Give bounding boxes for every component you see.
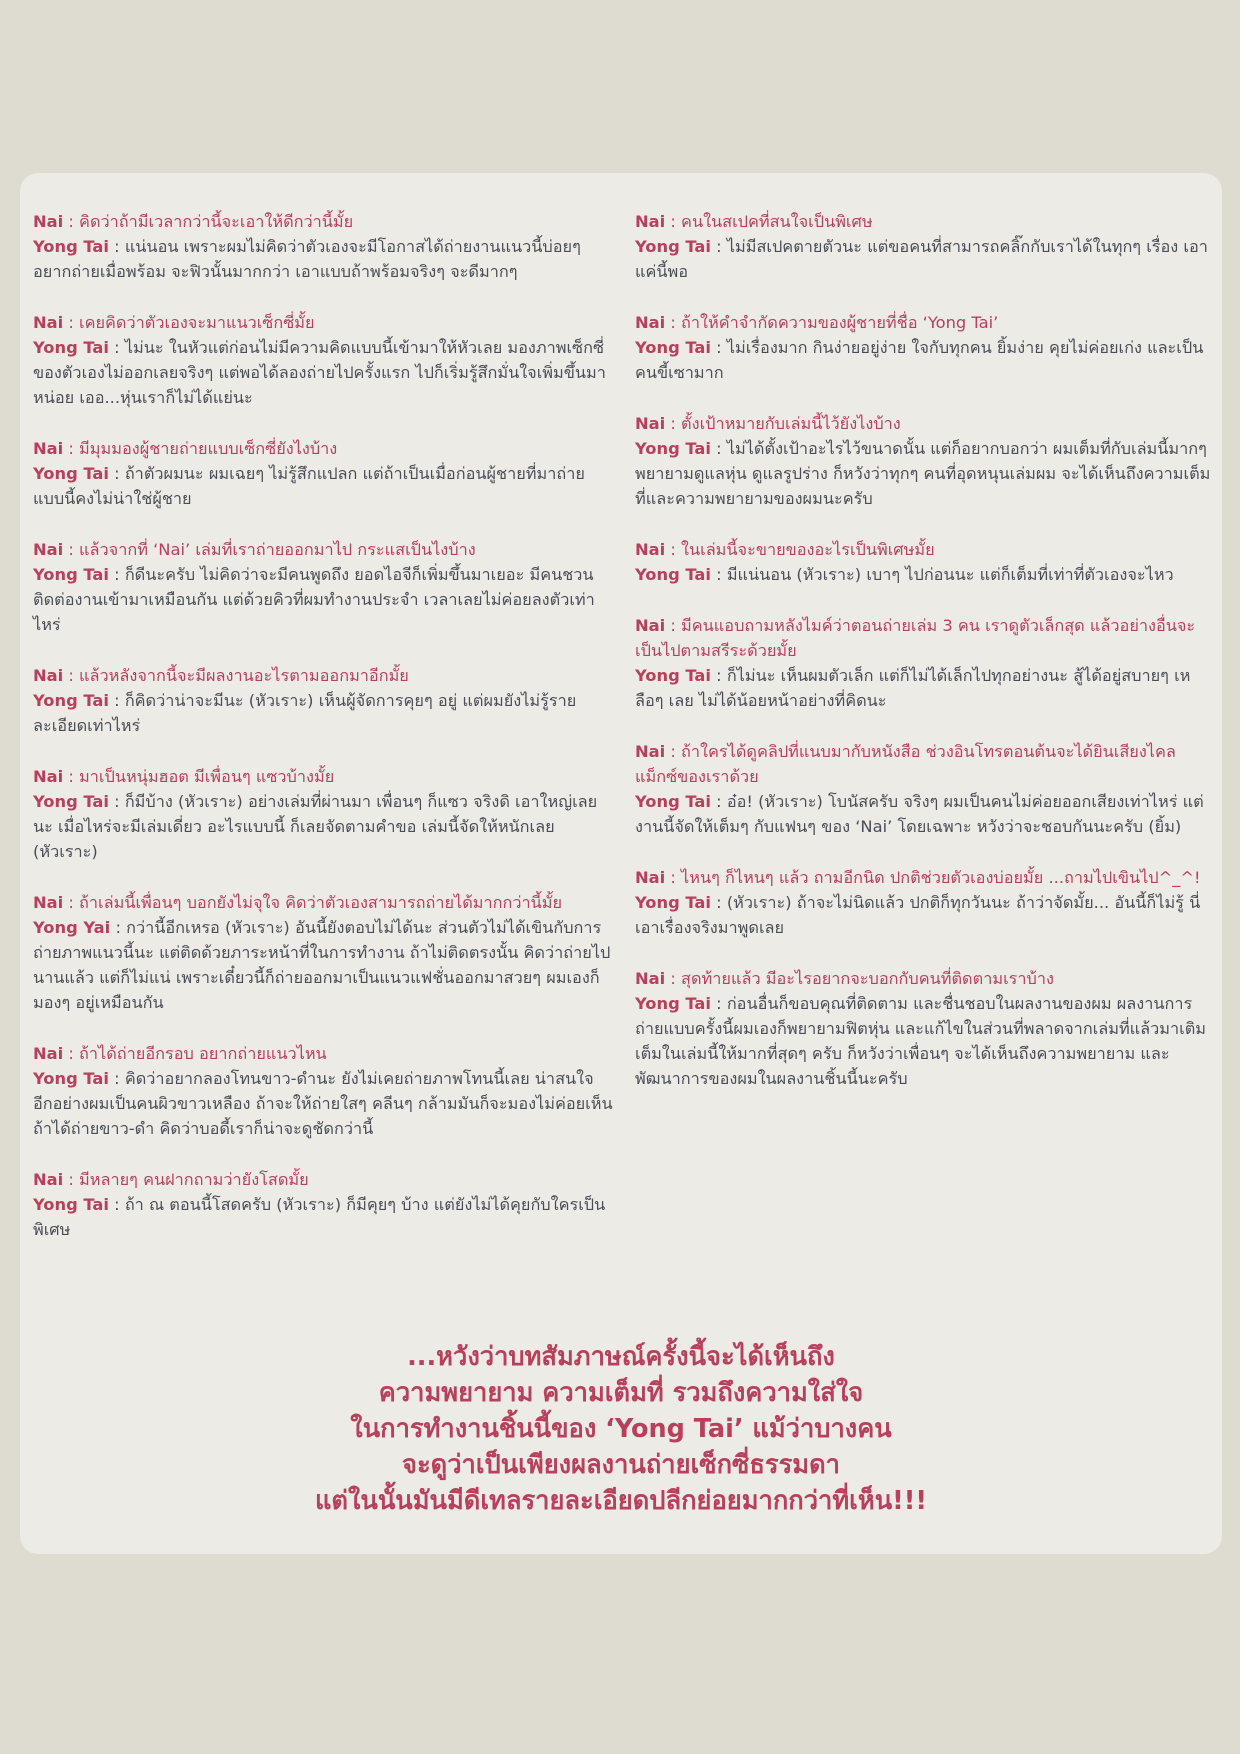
qa-item — [635, 537, 1213, 587]
question-text: คนในสเปคที่สนใจเป็นพิเศษ — [681, 212, 873, 231]
question-text: ตั้งเป้าหมายกับเล่มนี้ไว้ยังไงบ้าง — [681, 414, 901, 433]
answer-text: ก็ไม่นะ เห็นผมตัวเล็ก แต่ก็ไม่ได้เล็กไปทุกอย่างนะ สู้ได้อยู่สบายๆ เหลือๆ เลย ไม่ได้น้อยหน้าอย่างที่คิดนะ — [635, 666, 1191, 710]
question-speaker: Nai — [635, 969, 666, 988]
closing-line: ในการทำงานชิ้นนี้ของ ‘Yong Tai’ แม้ว่าบางคน — [350, 1414, 892, 1444]
answer-text: ก่อนอื่นก็ขอบคุณที่ติดตาม และชื่นชอบในผลงานของผม ผลงานการถ่ายแบบครั้งนี้ผมเองก็พยายามฟิตหุ่น และแก้ไขในส่วนที่พลาดจากเล่มที่แล้วมาเติมเต็มในเล่มนี้ให้มากที่สุดๆ ครับ ก็หวังว่าเพื่อนๆ จะได้เห็นถึงความพยายาม และพัฒนาการของผมในผลงานชิ้นนี้นะครับ — [635, 994, 1207, 1088]
answer-speaker: Yong Tai — [33, 792, 109, 811]
question: Nai : คนในสเปคที่สนใจเป็นพิเศษ — [635, 212, 873, 231]
question-text: เคยคิดว่าตัวเองจะมาแนวเซ็กซี่มั้ย — [79, 313, 315, 332]
answer-speaker: Yong Tai — [635, 994, 711, 1013]
answer: Yong Tai : (หัวเราะ) ถ้าจะไม่นิดแล้ว ปกติก็ทุกวันนะ ถ้าว่าจัดมั้ย... อันนี้ก็ไม่รู้ นี่เอาเรื่องจริงมาพูดเลย — [635, 893, 1201, 937]
closing-line: ...หวังว่าบทสัมภาษณ์ครั้งนี้จะได้เห็นถึง — [407, 1342, 835, 1372]
answer-text: แน่นอน เพราะผมไม่คิดว่าตัวเองจะมีโอกาสได้ถ่ายงานแนวนี้บ่อยๆ อยากถ่ายเมื่อพร้อม จะฟิวนั้นมากกว่า เอาแบบถ้าพร้อมจริงๆ จะดีมากๆ — [33, 237, 581, 281]
answer: Yong Tai : ก็คิดว่าน่าจะมีนะ (หัวเราะ) เห็นผู้จัดการคุยๆ อยู่ แต่ผมยังไม่รู้รายละเอียดเท่าไหร่ — [33, 691, 577, 735]
question-text: มีหลายๆ คนฝากถามว่ายังโสดมั้ย — [79, 1170, 309, 1189]
answer: Yong Tai : ถ้าตัวผมนะ ผมเฉยๆ ไม่รู้สึกแปลก แต่ถ้าเป็นเมื่อก่อนผู้ชายที่มาถ่ายแบบนี้คงไม่น่าใช่ผู้ชาย — [33, 464, 585, 508]
answer: Yong Tai : แน่นอน เพราะผมไม่คิดว่าตัวเองจะมีโอกาสได้ถ่ายงานแนวนี้บ่อยๆ อยากถ่ายเมื่อพร้อม จะฟิวนั้นมากกว่า เอาแบบถ้าพร้อมจริงๆ จะดีมากๆ — [33, 237, 581, 281]
answer-text: (หัวเราะ) ถ้าจะไม่นิดแล้ว ปกติก็ทุกวันนะ ถ้าว่าจัดมั้ย... อันนี้ก็ไม่รู้ นี่เอาเรื่องจริงมาพูดเลย — [635, 893, 1201, 937]
question-speaker: Nai — [33, 666, 64, 685]
answer-speaker: Yong Tai — [635, 666, 711, 685]
answer-speaker: Yong Tai — [635, 893, 711, 912]
qa-item — [635, 613, 1213, 713]
answer-text: คิดว่าอยากลองโทนขาว-ดำนะ ยังไม่เคยถ่ายภาพโทนนี้เลย น่าสนใจ อีกอย่างผมเป็นคนผิวขาวเหลือง ถ้าจะให้ถ่ายใสๆ คลีนๆ กล้ามมันก็จะมองไม่ค่อยเห็น ถ้าได้ถ่ายขาว-ดำ คิดว่าบอดี้เราก็น่าจะดูชัดกว่านี้ — [33, 1069, 613, 1138]
question: Nai : เคยคิดว่าตัวเองจะมาแนวเซ็กซี่มั้ย — [33, 313, 315, 332]
question-text: มีคนแอบถามหลังไมค์ว่าตอนถ่ายเล่ม 3 คน เราดูตัวเล็กสุด แล้วอย่างอื่นจะเป็นไปตามสรีระด้วยมั้ย — [635, 616, 1196, 660]
answer: Yong Tai : มีแน่นอน (หัวเราะ) เบาๆ ไปก่อนนะ แต่ก็เต็มที่เท่าที่ตัวเองจะไหว — [635, 565, 1174, 584]
answer-text: อ๋อ! (หัวเราะ) โบนัสครับ จริงๆ ผมเป็นคนไม่ค่อยออกเสียงเท่าไหร่ แต่งานนี้จัดให้เต็มๆ กับแฟนๆ ของ ‘Nai’ โดยเฉพาะ หวังว่าจะชอบกันนะครับ (ยิ้ม) — [635, 792, 1204, 836]
qa-item — [635, 411, 1213, 511]
qa-item — [635, 966, 1213, 1091]
closing-line: แต่ในนั้นมันมีดีเทลรายละเอียดปลีกย่อยมากกว่าที่เห็น!!! — [314, 1486, 928, 1516]
answer-text: ก็ดีนะครับ ไม่คิดว่าจะมีคนพูดถึง ยอดไอจีก็เพิ่มขึ้นมาเยอะ มีคนชวนติดต่องานเข้ามาเหมือนกัน แต่ด้วยคิวที่ผมทำงานประจำ เวลาเลยไม่ค่อยลงตัวเท่าไหร่ — [33, 565, 595, 634]
answer-text: มีแน่นอน (หัวเราะ) เบาๆ ไปก่อนนะ แต่ก็เต็มที่เท่าที่ตัวเองจะไหว — [726, 565, 1174, 584]
question-speaker: Nai — [635, 414, 666, 433]
question: Nai : แล้วหลังจากนี้จะมีผลงานอะไรตามออกมาอีกมั้ย — [33, 666, 409, 685]
answer-text: ไม่มีสเปคตายตัวนะ แต่ขอคนที่สามารถคลิ๊กกับเราได้ในทุกๆ เรื่อง เอาแค่นี้พอ — [635, 237, 1208, 281]
question-speaker: Nai — [33, 893, 64, 912]
question: Nai : ถ้าเล่มนี้เพื่อนๆ บอกยังไม่จุใจ คิดว่าตัวเองสามารถถ่ายได้มากกว่านี้มั้ย — [33, 893, 563, 912]
question-text: คิดว่าถ้ามีเวลากว่านี้จะเอาให้ดีกว่านี้มั้ย — [79, 212, 354, 231]
question-text: มีมุมมองผู้ชายถ่ายแบบเซ็กซี่ยังไงบ้าง — [79, 439, 338, 458]
closing-line: ความพยายาม ความเต็มที่ รวมถึงความใส่ใจ — [378, 1378, 864, 1408]
question-speaker: Nai — [33, 1170, 64, 1189]
answer: Yong Tai : ก็ไม่นะ เห็นผมตัวเล็ก แต่ก็ไม่ได้เล็กไปทุกอย่างนะ สู้ได้อยู่สบายๆ เหลือๆ เลย ไม่ได้น้อยหน้าอย่างที่คิดนะ — [635, 666, 1191, 710]
answer-speaker: Yong Tai — [635, 792, 711, 811]
qa-item — [33, 209, 615, 284]
qa-item — [33, 310, 615, 410]
answer-text: ก็คิดว่าน่าจะมีนะ (หัวเราะ) เห็นผู้จัดการคุยๆ อยู่ แต่ผมยังไม่รู้รายละเอียดเท่าไหร่ — [33, 691, 577, 735]
answer: Yong Tai : คิดว่าอยากลองโทนขาว-ดำนะ ยังไม่เคยถ่ายภาพโทนนี้เลย น่าสนใจ อีกอย่างผมเป็นคนผิวขาวเหลือง ถ้าจะให้ถ่ายใสๆ คลีนๆ กล้ามมันก็จะมองไม่ค่อยเห็น ถ้าได้ถ่ายขาว-ดำ คิดว่าบอดี้เราก็น่าจะดูชัดกว่านี้ — [33, 1069, 613, 1138]
question: Nai : ถ้าได้ถ่ายอีกรอบ อยากถ่ายแนวไหน — [33, 1044, 327, 1063]
question: Nai : ในเล่มนี้จะขายของอะไรเป็นพิเศษมั้ย — [635, 540, 935, 559]
question: Nai : มาเป็นหนุ่มฮอต มีเพื่อนๆ แซวบ้างมั้ย — [33, 767, 335, 786]
question: Nai : คิดว่าถ้ามีเวลากว่านี้จะเอาให้ดีกว่านี้มั้ย — [33, 212, 354, 231]
answer: Yong Tai : ไม่มีสเปคตายตัวนะ แต่ขอคนที่สามารถคลิ๊กกับเราได้ในทุกๆ เรื่อง เอาแค่นี้พอ — [635, 237, 1208, 281]
qa-item — [33, 436, 615, 511]
answer-text: ไม่เรื่องมาก กินง่ายอยู่ง่าย ใจกับทุกคน ยิ้มง่าย คุยไม่ค่อยเก่ง และเป็นคนขี้เซามาก — [635, 338, 1204, 382]
answer: Yong Tai : ก่อนอื่นก็ขอบคุณที่ติดตาม และชื่นชอบในผลงานของผม ผลงานการถ่ายแบบครั้งนี้ผมเองก็พยายามฟิตหุ่น และแก้ไขในส่วนที่พลาดจากเล่มที่แล้วมาเติมเต็มในเล่มนี้ให้มากที่สุดๆ ครับ ก็หวังว่าเพื่อนๆ จะได้เห็นถึงความพยายาม และพัฒนาการของผมในผลงานชิ้นนี้นะครับ — [635, 994, 1207, 1088]
question-speaker: Nai — [33, 540, 64, 559]
answer-text: กว่านี้อีกเหรอ (หัวเราะ) อันนี้ยังตอบไม่ได้นะ ส่วนตัวไม่ได้เขินกับการถ่ายภาพแนวนี้นะ แต่ติดด้วยภาระหน้าที่ในการทำงาน ถ้าไม่ติดตรงนั้น คิดว่าถ่ายไปนานแล้ว แต่ก็ไม่แน่ เพราะเดี๋ยวนี้ก็ถ่ายออกมาเป็นแนวแฟชั่นออกมาสวยๆ ผมเองก็มองๆ อยู่เหมือนกัน — [33, 918, 611, 1012]
question-speaker: Nai — [33, 1044, 64, 1063]
question: Nai : ถ้าใครได้ดูคลิปที่แนบมากับหนังสือ ช่วงอินโทรตอนต้นจะได้ยินเสียงไคลแม็กซ์ของเราด้วย — [635, 742, 1176, 786]
question-text: แล้วจากที่ ‘Nai’ เล่มที่เราถ่ายออกมาไป กระแสเป็นไงบ้าง — [79, 540, 476, 559]
question-text: แล้วหลังจากนี้จะมีผลงานอะไรตามออกมาอีกมั้ย — [79, 666, 409, 685]
answer: Yong Tai : ก็มีบ้าง (หัวเราะ) อย่างเล่มที่ผ่านมา เพื่อนๆ ก็แซว จริงดิ เอาใหญ่เลยนะ เมื่อไหร่จะมีเล่มเดี่ยว อะไรแบบนี้ ก็เลยจัดตามคำขอ เล่มนี้จัดให้หนักเลย (หัวเราะ) — [33, 792, 598, 861]
qa-item — [635, 865, 1213, 940]
question-text: มาเป็นหนุ่มฮอต มีเพื่อนๆ แซวบ้างมั้ย — [79, 767, 335, 786]
qa-item — [635, 310, 1213, 385]
qa-item — [33, 537, 615, 637]
answer: Yong Yai : กว่านี้อีกเหรอ (หัวเราะ) อันนี้ยังตอบไม่ได้นะ ส่วนตัวไม่ได้เขินกับการถ่ายภาพแนวนี้นะ แต่ติดด้วยภาระหน้าที่ในการทำงาน ถ้าไม่ติดตรงนั้น คิดว่าถ่ายไปนานแล้ว แต่ก็ไม่แน่ เพราะเดี๋ยวนี้ก็ถ่ายออกมาเป็นแนวแฟชั่นออกมาสวยๆ ผมเองก็มองๆ อยู่เหมือนกัน — [33, 918, 611, 1012]
question-text: ในเล่มนี้จะขายของอะไรเป็นพิเศษมั้ย — [681, 540, 935, 559]
question-text: สุดท้ายแล้ว มีอะไรอยากจะบอกกับคนที่ติดตามเราบ้าง — [681, 969, 1054, 988]
question-text: ถ้าเล่มนี้เพื่อนๆ บอกยังไม่จุใจ คิดว่าตัวเองสามารถถ่ายได้มากกว่านี้มั้ย — [79, 893, 563, 912]
closing-line: จะดูว่าเป็นเพียงผลงานถ่ายเซ็กซี่ธรรมดา — [402, 1450, 840, 1480]
qa-item — [33, 1041, 615, 1141]
question: Nai : มีมุมมองผู้ชายถ่ายแบบเซ็กซี่ยังไงบ้าง — [33, 439, 338, 458]
answer-speaker: Yong Tai — [33, 1195, 109, 1214]
answer-speaker: Yong Tai — [33, 237, 109, 256]
qa-item — [33, 1167, 615, 1242]
question: Nai : มีหลายๆ คนฝากถามว่ายังโสดมั้ย — [33, 1170, 309, 1189]
question: Nai : ไหนๆ ก็ไหนๆ แล้ว ถามอีกนิด ปกติช่วยตัวเองบ่อยมั้ย ...ถามไปเขินไป^_^! — [635, 868, 1201, 887]
interview-card — [20, 173, 1222, 1554]
question-text: ถ้าให้คำจำกัดความของผู้ชายที่ชื่อ ‘Yong Tai’ — [681, 313, 999, 332]
answer-speaker: Yong Tai — [635, 439, 711, 458]
left-column — [33, 209, 615, 1268]
answer: Yong Tai : ไม่นะ ในหัวแต่ก่อนไม่มีความคิดแบบนี้เข้ามาให้หัวเลย มองภาพเซ็กซี่ของตัวเองไม่ออกเลยจริงๆ แต่พอได้ลองถ่ายไปครั้งแรก ไปก็เริ่มรู้สึกมั่นใจเพิ่มขึ้นมาหน่อย เออ...หุ่นเราก็ไม่ได้แย่นะ — [33, 338, 606, 407]
qa-item — [635, 739, 1213, 839]
question-text: ไหนๆ ก็ไหนๆ แล้ว ถามอีกนิด ปกติช่วยตัวเองบ่อยมั้ย ...ถามไปเขินไป^_^! — [681, 868, 1201, 887]
question-speaker: Nai — [33, 313, 64, 332]
answer-speaker: Yong Tai — [33, 1069, 109, 1088]
answer-speaker: Yong Tai — [33, 464, 109, 483]
answer: Yong Tai : ไม่เรื่องมาก กินง่ายอยู่ง่าย ใจกับทุกคน ยิ้มง่าย คุยไม่ค่อยเก่ง และเป็นคนขี้เซามาก — [635, 338, 1204, 382]
question-speaker: Nai — [33, 767, 64, 786]
qa-item — [33, 890, 615, 1015]
answer: Yong Tai : อ๋อ! (หัวเราะ) โบนัสครับ จริงๆ ผมเป็นคนไม่ค่อยออกเสียงเท่าไหร่ แต่งานนี้จัดให้เต็มๆ กับแฟนๆ ของ ‘Nai’ โดยเฉพาะ หวังว่าจะชอบกันนะครับ (ยิ้ม) — [635, 792, 1204, 836]
question-speaker: Nai — [635, 212, 666, 231]
qa-item — [33, 663, 615, 738]
right-column — [635, 209, 1213, 1117]
question: Nai : ถ้าให้คำจำกัดความของผู้ชายที่ชื่อ ‘Yong Tai’ — [635, 313, 999, 332]
question-speaker: Nai — [635, 540, 666, 559]
answer: Yong Tai : ถ้า ณ ตอนนี้โสดครับ (หัวเราะ) ก็มีคุยๆ บ้าง แต่ยังไม่ได้คุยกับใครเป็นพิเศษ — [33, 1195, 606, 1239]
question-speaker: Nai — [635, 868, 666, 887]
answer-text: ถ้าตัวผมนะ ผมเฉยๆ ไม่รู้สึกแปลก แต่ถ้าเป็นเมื่อก่อนผู้ชายที่มาถ่ายแบบนี้คงไม่น่าใช่ผู้ชาย — [33, 464, 585, 508]
answer-text: ก็มีบ้าง (หัวเราะ) อย่างเล่มที่ผ่านมา เพื่อนๆ ก็แซว จริงดิ เอาใหญ่เลยนะ เมื่อไหร่จะมีเล่มเดี่ยว อะไรแบบนี้ ก็เลยจัดตามคำขอ เล่มนี้จัดให้หนักเลย (หัวเราะ) — [33, 792, 598, 861]
answer: Yong Tai : ไม่ได้ตั้งเป้าอะไรไว้ขนาดนั้น แต่ก็อยากบอกว่า ผมเต็มที่กับเล่มนี้มากๆ พยายามดูแลหุ่น ดูแลรูปร่าง ก็หวังว่าทุกๆ คนที่อุดหนุนเล่มผม จะได้เห็นถึงความเต็มที่และความพยายามของผมนะครับ — [635, 439, 1211, 508]
answer-text: ไม่นะ ในหัวแต่ก่อนไม่มีความคิดแบบนี้เข้ามาให้หัวเลย มองภาพเซ็กซี่ของตัวเองไม่ออกเลยจริงๆ แต่พอได้ลองถ่ายไปครั้งแรก ไปก็เริ่มรู้สึกมั่นใจเพิ่มขึ้นมาหน่อย เออ...หุ่นเราก็ไม่ได้แย่นะ — [33, 338, 606, 407]
question: Nai : สุดท้ายแล้ว มีอะไรอยากจะบอกกับคนที่ติดตามเราบ้าง — [635, 969, 1054, 988]
closing-statement — [20, 1339, 1222, 1519]
question-speaker: Nai — [635, 313, 666, 332]
question-text: ถ้าใครได้ดูคลิปที่แนบมากับหนังสือ ช่วงอินโทรตอนต้นจะได้ยินเสียงไคลแม็กซ์ของเราด้วย — [635, 742, 1176, 786]
answer-speaker: Yong Tai — [33, 565, 109, 584]
answer-speaker: Yong Yai — [33, 918, 111, 937]
question: Nai : แล้วจากที่ ‘Nai’ เล่มที่เราถ่ายออกมาไป กระแสเป็นไงบ้าง — [33, 540, 476, 559]
answer: Yong Tai : ก็ดีนะครับ ไม่คิดว่าจะมีคนพูดถึง ยอดไอจีก็เพิ่มขึ้นมาเยอะ มีคนชวนติดต่องานเข้ามาเหมือนกัน แต่ด้วยคิวที่ผมทำงานประจำ เวลาเลยไม่ค่อยลงตัวเท่าไหร่ — [33, 565, 595, 634]
qa-item — [33, 764, 615, 864]
answer-speaker: Yong Tai — [33, 691, 109, 710]
answer-text: ไม่ได้ตั้งเป้าอะไรไว้ขนาดนั้น แต่ก็อยากบอกว่า ผมเต็มที่กับเล่มนี้มากๆ พยายามดูแลหุ่น ดูแลรูปร่าง ก็หวังว่าทุกๆ คนที่อุดหนุนเล่มผม จะได้เห็นถึงความเต็มที่และความพยายามของผมนะครับ — [635, 439, 1211, 508]
question-speaker: Nai — [33, 212, 64, 231]
question-speaker: Nai — [635, 742, 666, 761]
question-speaker: Nai — [635, 616, 666, 635]
question: Nai : ตั้งเป้าหมายกับเล่มนี้ไว้ยังไงบ้าง — [635, 414, 901, 433]
qa-item — [635, 209, 1213, 284]
question-speaker: Nai — [33, 439, 64, 458]
answer-text: ถ้า ณ ตอนนี้โสดครับ (หัวเราะ) ก็มีคุยๆ บ้าง แต่ยังไม่ได้คุยกับใครเป็นพิเศษ — [33, 1195, 606, 1239]
question: Nai : มีคนแอบถามหลังไมค์ว่าตอนถ่ายเล่ม 3 คน เราดูตัวเล็กสุด แล้วอย่างอื่นจะเป็นไปตามสรีระด้วยมั้ย — [635, 616, 1196, 660]
question-text: ถ้าได้ถ่ายอีกรอบ อยากถ่ายแนวไหน — [79, 1044, 327, 1063]
answer-speaker: Yong Tai — [635, 338, 711, 357]
answer-speaker: Yong Tai — [635, 237, 711, 256]
answer-speaker: Yong Tai — [33, 338, 109, 357]
answer-speaker: Yong Tai — [635, 565, 711, 584]
